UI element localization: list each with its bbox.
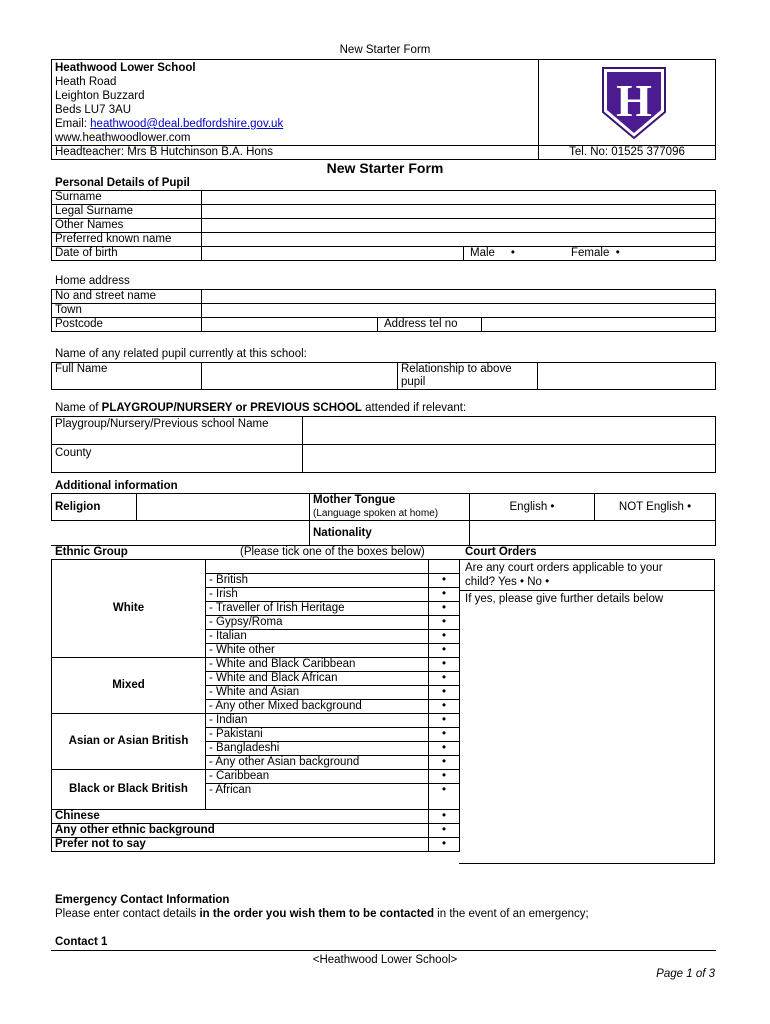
male-label: Male (470, 247, 495, 259)
school-address-line: Heath Road (55, 76, 117, 88)
address-tel-label: Address tel no (378, 318, 482, 332)
related-pupil-table (51, 362, 716, 390)
emergency-instructions: Please enter contact details in the order you wish them to be contacted in the event of an emergency; (55, 908, 589, 920)
school-website: www.heathwoodlower.com (55, 132, 191, 144)
school-logo-icon (601, 66, 667, 140)
legal-surname-field[interactable] (202, 205, 716, 219)
ethnic-option: - Caribbean (206, 770, 429, 784)
ethnic-checkbox[interactable]: • (429, 714, 460, 728)
ethnic-option: - Indian (206, 714, 429, 728)
relationship-label: Relationship to above pupil (398, 363, 538, 390)
preferred-name-label: Preferred known name (52, 233, 202, 247)
ethnic-option: - White other (206, 644, 429, 658)
group-asian-label: Asian or Asian British (52, 714, 206, 770)
page-header-title: New Starter Form (339, 44, 431, 56)
street-label: No and street name (52, 290, 202, 304)
school-details (52, 60, 539, 146)
footer-school: <Heathwood Lower School> (312, 954, 458, 966)
previous-school-table (51, 416, 716, 473)
surname-field[interactable] (202, 191, 716, 205)
school-tel: Tel. No: 01525 377096 (539, 146, 716, 160)
related-heading: Name of any related pupil currently at this school: (55, 348, 307, 360)
previous-school-label: Playgroup/Nursery/Previous school Name (52, 417, 303, 445)
other-names-field[interactable] (202, 219, 716, 233)
ethnic-instruction: (Please tick one of the boxes below) (240, 546, 425, 558)
contact-1-heading: Contact 1 (55, 936, 108, 948)
ethnic-checkbox[interactable]: • (429, 728, 460, 742)
male-option[interactable] (464, 247, 566, 261)
court-heading: Court Orders (465, 546, 537, 558)
ethnic-checkbox[interactable]: • (429, 742, 460, 756)
ethnic-option: - White and Black Caribbean (206, 658, 429, 672)
group-white-label: White (52, 560, 206, 658)
nationality-label: Nationality (310, 521, 470, 546)
ethnic-heading: Ethnic Group (55, 546, 128, 558)
additional-info-table (51, 493, 716, 546)
ethnic-other-option: Chinese (52, 810, 429, 824)
ethnic-checkbox[interactable]: • (429, 658, 460, 672)
ethnic-option: - Bangladeshi (206, 742, 429, 756)
ethnic-checkbox[interactable]: • (429, 784, 460, 798)
ethnic-checkbox[interactable]: • (429, 602, 460, 616)
group-black-label: Black or Black British (52, 770, 206, 810)
ethnic-checkbox[interactable]: • (429, 644, 460, 658)
page-number: Page 1 of 3 (656, 968, 715, 980)
ethnic-option: - African (206, 784, 429, 798)
town-field[interactable] (202, 304, 716, 318)
county-field[interactable] (303, 445, 716, 473)
court-details-label: If yes, please give further details below (465, 593, 664, 605)
headteacher: Headteacher: Mrs B Hutchinson B.A. Hons (52, 146, 539, 160)
court-orders-box (459, 559, 715, 864)
town-label: Town (52, 304, 202, 318)
ethnic-option: - Italian (206, 630, 429, 644)
address-tel-field[interactable] (482, 318, 716, 332)
email-link[interactable]: heathwood@deal.bedfordshire.gov.uk (90, 118, 284, 130)
school-name: Heathwood Lower School (55, 62, 196, 74)
court-yes-no[interactable]: child? Yes • No • (465, 576, 550, 588)
ethnic-checkbox[interactable]: • (429, 700, 460, 714)
ethnic-group-table (51, 559, 460, 852)
address-heading: Home address (55, 275, 130, 287)
postcode-field[interactable] (202, 318, 378, 332)
ethnic-checkbox[interactable]: • (429, 686, 460, 700)
personal-heading: Personal Details of Pupil (55, 177, 190, 189)
ethnic-option: - White and Black African (206, 672, 429, 686)
ethnic-other-option: Prefer not to say (52, 838, 429, 852)
group-mixed-label: Mixed (52, 658, 206, 714)
other-names-label: Other Names (52, 219, 202, 233)
school-address-line: Beds LU7 3AU (55, 104, 132, 116)
full-name-label: Full Name (52, 363, 202, 390)
court-question: Are any court orders applicable to your (465, 562, 663, 574)
address-table (51, 289, 716, 332)
ethnic-option: - White and Asian (206, 686, 429, 700)
not-english-option[interactable]: NOT English • (595, 494, 716, 521)
religion-field[interactable] (137, 494, 310, 521)
mother-tongue-label: Mother Tongue (Language spoken at home) (310, 494, 470, 521)
ethnic-checkbox[interactable]: • (429, 574, 460, 588)
english-option[interactable]: English • (470, 494, 595, 521)
ethnic-option: - British (206, 574, 429, 588)
ethnic-option: - Any other Mixed background (206, 700, 429, 714)
logo-letter: H (616, 75, 652, 126)
dob-field[interactable] (202, 247, 464, 261)
ethnic-checkbox[interactable]: • (429, 756, 460, 770)
ethnic-checkbox[interactable]: • (429, 616, 460, 630)
ethnic-checkbox[interactable]: • (429, 770, 460, 784)
ethnic-option: - Irish (206, 588, 429, 602)
ethnic-checkbox[interactable]: • (429, 810, 460, 824)
ethnic-checkbox[interactable]: • (429, 838, 460, 852)
female-option[interactable] (565, 247, 716, 261)
school-address-line: Leighton Buzzard (55, 90, 145, 102)
additional-heading: Additional information (55, 480, 178, 492)
ethnic-checkbox[interactable]: • (429, 588, 460, 602)
ethnic-checkbox[interactable]: • (429, 672, 460, 686)
previous-heading: Name of PLAYGROUP/NURSERY or PREVIOUS SCHOOL attended if relevant: (55, 402, 467, 414)
preferred-name-field[interactable] (202, 233, 716, 247)
personal-details-table (51, 190, 716, 261)
relationship-field[interactable] (538, 363, 716, 390)
postcode-label: Postcode (52, 318, 202, 332)
footer-rule (51, 950, 716, 951)
female-radio[interactable]: • (615, 247, 620, 259)
ethnic-checkbox[interactable]: • (429, 824, 460, 838)
ethnic-option: - Any other Asian background (206, 756, 429, 770)
ethnic-option: - Gypsy/Roma (206, 616, 429, 630)
ethnic-checkbox[interactable]: • (429, 630, 460, 644)
male-radio[interactable]: • (510, 247, 515, 259)
nationality-field[interactable] (470, 521, 716, 546)
logo-cell (539, 60, 716, 146)
form-title: New Starter Form (326, 160, 444, 176)
full-name-field[interactable] (202, 363, 398, 390)
female-label: Female (571, 247, 610, 259)
ethnic-other-option: Any other ethnic background (52, 824, 429, 838)
email-label: Email: (55, 118, 91, 130)
dob-label: Date of birth (52, 247, 202, 261)
street-field[interactable] (202, 290, 716, 304)
ethnic-option: - Pakistani (206, 728, 429, 742)
county-label: County (52, 445, 303, 473)
emergency-heading: Emergency Contact Information (55, 894, 230, 906)
legal-surname-label: Legal Surname (52, 205, 202, 219)
surname-label: Surname (52, 191, 202, 205)
school-info-table (51, 59, 716, 160)
ethnic-option: - Traveller of Irish Heritage (206, 602, 429, 616)
previous-school-field[interactable] (303, 417, 716, 445)
religion-label: Religion (52, 494, 137, 521)
